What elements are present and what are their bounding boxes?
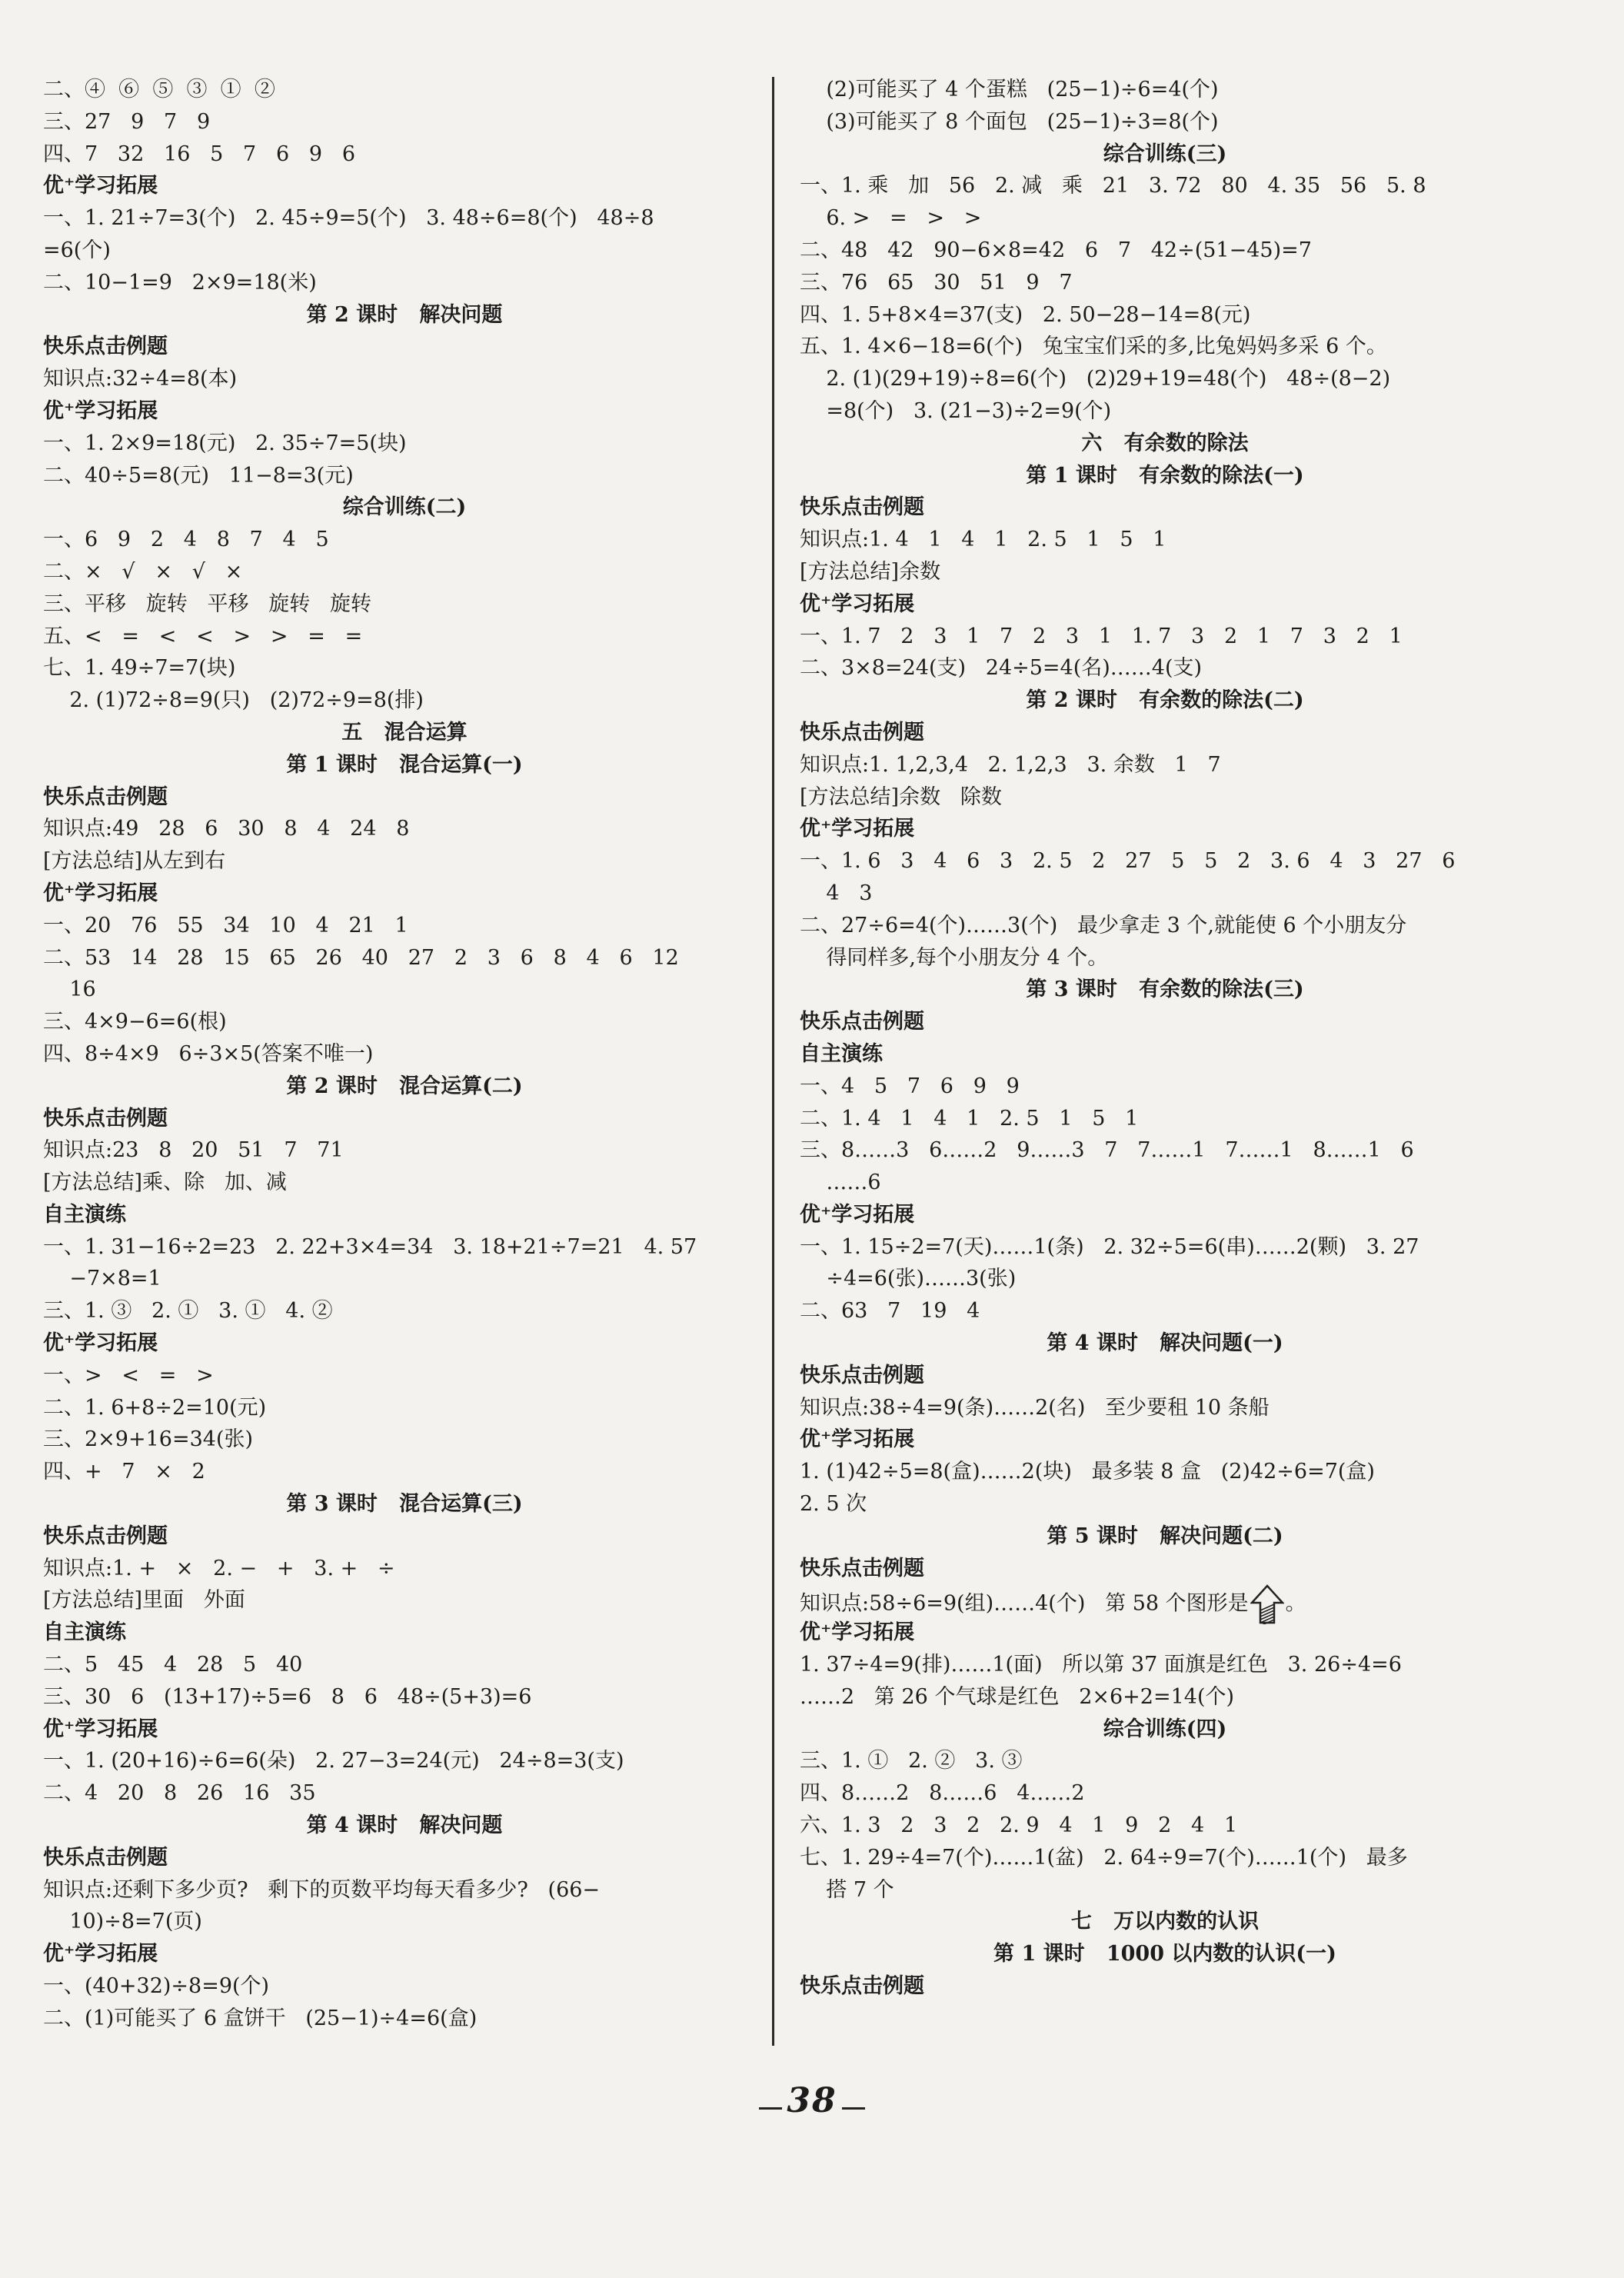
subsection-label: [800, 1199, 1530, 1231]
answer-line: [800, 235, 1530, 267]
line-text: 三、平移 旋转 平移 旋转 旋转: [43, 591, 371, 616]
answer-line: [800, 395, 1530, 428]
answer-line: [43, 138, 766, 171]
section-heading: [800, 428, 1530, 460]
section-heading: [800, 1520, 1530, 1553]
line-text: 七、1. 49÷7=7(块): [43, 656, 236, 681]
answer-line: [800, 1456, 1530, 1488]
line-text: 1. 37÷4=9(排)……1(面) 所以第 37 面旗是红色 3. 26÷4=6: [800, 1653, 1402, 1677]
line-text: 三、1. ③ 2. ① 3. ① 4. ②: [43, 1299, 333, 1324]
line-text: 快乐点击例题: [800, 1556, 924, 1580]
answer-line: [43, 1231, 766, 1264]
line-text: 三、2×9+16=34(张): [43, 1427, 254, 1452]
answer-line: [43, 202, 766, 235]
line-text-tail: 。: [1285, 1591, 1306, 1616]
answer-line: [43, 845, 766, 878]
line-text: 一、1. 15÷2=7(天)……1(条) 2. 32÷5=6(串)……2(颗) 3. 27: [800, 1234, 1419, 1259]
line-text: 优⁺学习拓展: [800, 1620, 915, 1645]
line-text: 综合训练(四): [1103, 1717, 1227, 1741]
line-text: 一、20 76 55 34 10 4 21 1: [43, 913, 408, 938]
line-text: ÷4=6(张)……3(张): [800, 1267, 1017, 1291]
section-heading: [800, 460, 1530, 492]
line-text: 快乐点击例题: [800, 720, 924, 744]
line-text: 二、27÷6=4(个)……3(个) 最少拿走 3 个,就能使 6 个小朋友分: [800, 913, 1407, 938]
line-text: 10)÷8=7(页): [43, 1910, 202, 1934]
line-text: −7×8=1: [43, 1267, 161, 1291]
line-text: 七 万以内数的认识: [1070, 1910, 1260, 1934]
line-text: 2. 5 次: [800, 1492, 867, 1517]
subsection-label: [43, 1938, 766, 1970]
line-text: 四、8÷4×9 6÷3×5(答案不唯一): [43, 1041, 374, 1066]
line-text: 第 3 课时 有余数的除法(三): [1026, 977, 1304, 1002]
section-heading: [43, 717, 766, 749]
answer-line: [43, 106, 766, 138]
answer-line: [43, 813, 766, 845]
section-heading: [43, 1810, 766, 1842]
page-number-footer: [0, 2081, 1624, 2120]
line-text: 三、27 9 7 9: [43, 109, 211, 134]
line-text: 快乐点击例题: [43, 1524, 168, 1548]
answer-line: [800, 1649, 1530, 1681]
subsection-label: [43, 1520, 766, 1553]
line-text: =6(个): [43, 238, 111, 262]
line-text: 三、8……3 6……2 9……3 7 7……1 7……1 8……1 6: [800, 1138, 1414, 1163]
line-text: 一、1. 2×9=18(元) 2. 35÷7=5(块): [43, 431, 407, 455]
line-text: 快乐点击例题: [800, 495, 924, 520]
line-text: 知识点:还剩下多少页? 剩下的页数平均每天看多少? (66−: [43, 1877, 601, 1902]
line-text: 优⁺学习拓展: [43, 174, 158, 198]
line-text: 三、1. ① 2. ② 3. ③: [800, 1749, 1023, 1773]
line-text: 知识点:49 28 6 30 8 4 24 8: [43, 817, 410, 841]
line-text: 快乐点击例题: [43, 335, 168, 359]
answer-line: [800, 299, 1530, 331]
answer-line: [800, 1488, 1530, 1520]
answer-line: [43, 363, 766, 395]
subsection-label: [800, 588, 1530, 621]
subsection-label: [43, 1617, 766, 1649]
line-text: 第 3 课时 混合运算(三): [286, 1492, 523, 1517]
line-text: 五 混合运算: [341, 720, 468, 744]
answer-line: [800, 1263, 1530, 1295]
line-text: ……2 第 26 个气球是红色 2×6+2=14(个): [800, 1684, 1235, 1709]
answer-line: [800, 1810, 1530, 1842]
line-text: 二、10−1=9 2×9=18(米): [43, 270, 317, 295]
answer-line: [43, 1263, 766, 1295]
line-text: 6. > = > >: [800, 206, 982, 231]
answer-line: [43, 1134, 766, 1167]
line-text: 第 5 课时 解决问题(二): [1047, 1524, 1283, 1548]
line-text: 快乐点击例题: [43, 1845, 168, 1870]
line-text: 知识点:58÷6=9(组)……4(个) 第 58 个图形是: [800, 1591, 1249, 1616]
answer-line: [43, 942, 766, 974]
line-text: 优⁺学习拓展: [800, 817, 915, 841]
line-text: 第 4 课时 解决问题: [306, 1813, 503, 1838]
line-text: 第 1 课时 混合运算(一): [286, 752, 523, 777]
subsection-label: [43, 781, 766, 814]
answer-line: [43, 588, 766, 621]
answer-line: [800, 106, 1530, 138]
line-text: 第 1 课时 有余数的除法(一): [1026, 463, 1304, 488]
line-text: 知识点:1. 1,2,3,4 2. 1,2,3 3. 余数 1 7: [800, 752, 1221, 777]
line-text: 快乐点击例题: [800, 1974, 924, 1999]
answer-line: [800, 1103, 1530, 1135]
up-arrow-hatched-icon: [1250, 1584, 1284, 1624]
subsection-label: [43, 1327, 766, 1360]
line-text: ……6: [800, 1171, 881, 1195]
line-text: 二、63 7 19 4: [800, 1299, 980, 1324]
line-text: 五、1. 4×6−18=6(个) 兔宝宝们采的多,比兔妈妈多采 6 个。: [800, 335, 1387, 359]
answer-line: [43, 1392, 766, 1424]
answer-line: [43, 460, 766, 492]
line-text: 优⁺学习拓展: [43, 1331, 158, 1356]
line-text: 快乐点击例题: [43, 784, 168, 809]
line-text: 一、4 5 7 6 9 9: [800, 1074, 1020, 1098]
line-text: 优⁺学习拓展: [43, 1942, 158, 1967]
answer-line: [43, 684, 766, 717]
subsection-label: [800, 1038, 1530, 1071]
answer-line: [43, 1424, 766, 1456]
subsection-label: [800, 1970, 1530, 2003]
answer-line: [800, 1134, 1530, 1167]
subsection-label: [800, 491, 1530, 524]
line-text: 综合训练(三): [1103, 142, 1227, 166]
subsection-label: [43, 1103, 766, 1135]
line-text: 一、> < = >: [43, 1363, 214, 1387]
line-text: 一、6 9 2 4 8 7 4 5: [43, 528, 329, 552]
answer-line: [43, 267, 766, 299]
line-text: 六、1. 3 2 3 2 2. 9 4 1 9 2 4 1: [800, 1813, 1238, 1838]
answer-line: [800, 845, 1530, 878]
left-column: [43, 74, 766, 2035]
answer-line: [800, 1842, 1530, 1874]
answer-line: [800, 1167, 1530, 1199]
section-heading: [43, 1488, 766, 1520]
line-text: 一、1. 乘 加 56 2. 减 乘 21 3. 72 80 4. 35 56 5. 8: [800, 174, 1426, 198]
subsection-label: [43, 1713, 766, 1746]
subsection-label: [800, 1360, 1530, 1392]
answer-line: [43, 1584, 766, 1617]
line-text: 一、1. 6 3 4 6 3 2. 5 2 27 5 5 2 3. 6 4 3 27 6: [800, 849, 1456, 874]
line-text: 一、1. 31−16÷2=23 2. 22+3×4=34 3. 18+21÷7=21 4. 57: [43, 1234, 697, 1259]
subsection-label: [43, 878, 766, 910]
answer-line: [43, 1167, 766, 1199]
line-text: 快乐点击例题: [800, 1363, 924, 1387]
answer-line: [800, 556, 1530, 588]
section-heading: [800, 1938, 1530, 1970]
section-heading: [800, 684, 1530, 717]
section-heading: [800, 1713, 1530, 1746]
section-heading: [800, 138, 1530, 171]
line-text: 三、76 65 30 51 9 7: [800, 270, 1073, 295]
answer-line: [800, 267, 1530, 299]
line-text: 二、× √ × √ ×: [43, 559, 243, 584]
line-text: 自主演练: [43, 1202, 126, 1227]
line-text: 四、7 32 16 5 7 6 9 6: [43, 142, 356, 166]
line-text: 一、1. 21÷7=3(个) 2. 45÷9=5(个) 3. 48÷6=8(个) 48÷8: [43, 206, 654, 231]
answer-line: [43, 1649, 766, 1681]
page-number-rule-right: [842, 2107, 865, 2110]
line-text: 二、1. 6+8÷2=10(元): [43, 1395, 267, 1420]
subsection-label: [43, 1199, 766, 1231]
page-number: 38: [787, 2081, 837, 2120]
subsection-label: [800, 1617, 1530, 1649]
section-heading: [800, 974, 1530, 1006]
answer-line: [43, 974, 766, 1006]
answer-line: [800, 170, 1530, 202]
line-text: 二、5 45 4 28 5 40: [43, 1653, 303, 1677]
line-text: 第 2 课时 混合运算(二): [286, 1074, 523, 1098]
answer-line: [800, 1295, 1530, 1327]
answer-line: [43, 1906, 766, 1938]
subsection-label: [800, 1006, 1530, 1038]
answer-line: [800, 1874, 1530, 1907]
answer-line: [43, 1360, 766, 1392]
line-text: 4 3: [800, 881, 873, 905]
line-text: 知识点:32÷4=8(本): [43, 367, 238, 391]
line-text: 优⁺学习拓展: [43, 1717, 158, 1741]
answer-line: [43, 556, 766, 588]
line-text: 二、(1)可能买了 6 盒饼干 (25−1)÷4=6(盒): [43, 2006, 478, 2030]
answer-line: [43, 1456, 766, 1488]
line-text: [方法总结]从左到右: [43, 849, 226, 874]
answer-line: [800, 363, 1530, 395]
line-text: 四、8……2 8……6 4……2: [800, 1781, 1085, 1806]
section-heading: [43, 491, 766, 524]
answer-line: [800, 1071, 1530, 1103]
line-text: 16: [43, 977, 96, 1002]
section-heading: [43, 749, 766, 781]
answer-line: [800, 1777, 1530, 1810]
line-text: 优⁺学习拓展: [800, 591, 915, 616]
answer-line: [43, 621, 766, 653]
answer-line: [43, 1295, 766, 1327]
line-text: 二、48 42 90−6×8=42 6 7 42÷(51−45)=7: [800, 238, 1312, 262]
line-text: 知识点:1. 4 1 4 1 2. 5 1 5 1: [800, 528, 1166, 552]
subsection-label: [800, 813, 1530, 845]
line-text: 一、1. (20+16)÷6=6(朵) 2. 27−3=24(元) 24÷8=3(支): [43, 1749, 624, 1773]
answer-line: [43, 1553, 766, 1585]
line-text: [方法总结]乘、除 加、减: [43, 1171, 287, 1195]
line-text: 一、1. 7 2 3 1 7 2 3 1 1. 7 3 2 1 7 3 2 1: [800, 624, 1403, 648]
section-heading: [800, 1906, 1530, 1938]
answer-line: [800, 652, 1530, 684]
line-text: 二、4 20 8 26 16 35: [43, 1781, 316, 1806]
line-text: 二、3×8=24(支) 24÷5=4(名)……4(支): [800, 656, 1203, 681]
line-text: [方法总结]里面 外面: [43, 1588, 245, 1613]
line-text: (3)可能买了 8 个面包 (25−1)÷3=8(个): [800, 109, 1219, 134]
line-text: 综合训练(二): [342, 495, 467, 520]
section-heading: [800, 1327, 1530, 1360]
line-text: 四、1. 5+8×4=37(支) 2. 50−28−14=8(元): [800, 302, 1251, 327]
line-text: [方法总结]余数 除数: [800, 784, 1002, 809]
answer-line: [43, 1970, 766, 2003]
line-text: 优⁺学习拓展: [800, 1427, 915, 1452]
answer-line: [43, 1777, 766, 1810]
subsection-label: [43, 1842, 766, 1874]
answer-line: [800, 910, 1530, 942]
line-text: 快乐点击例题: [43, 1106, 168, 1131]
line-text: [方法总结]余数: [800, 559, 941, 584]
subsection-label: [800, 1424, 1530, 1456]
line-text: 第 2 课时 解决问题: [306, 302, 503, 327]
subsection-label: [43, 395, 766, 428]
line-text: 三、30 6 (13+17)÷5=6 8 6 48÷(5+3)=6: [43, 1684, 532, 1709]
answer-line: [800, 1745, 1530, 1777]
subsection-label: [800, 717, 1530, 749]
section-heading: [43, 1071, 766, 1103]
answer-line: [800, 781, 1530, 814]
answer-line: [800, 202, 1530, 235]
section-heading: [43, 299, 766, 331]
line-text: 得同样多,每个小朋友分 4 个。: [800, 945, 1109, 970]
line-text: 第 2 课时 有余数的除法(二): [1026, 688, 1304, 713]
answer-line: [800, 621, 1530, 653]
answer-line: [800, 331, 1530, 363]
line-text: 优⁺学习拓展: [800, 1202, 915, 1227]
subsection-label: [800, 1553, 1530, 1585]
line-text: 知识点:38÷4=9(条)……2(名) 至少要租 10 条船: [800, 1395, 1270, 1420]
line-text: 第 4 课时 解决问题(一): [1047, 1331, 1283, 1356]
answer-line: [43, 524, 766, 556]
line-text: 2. (1)72÷8=9(只) (2)72÷9=8(排): [43, 688, 424, 713]
answer-line: [43, 2003, 766, 2035]
line-text: 七、1. 29÷4=7(个)……1(盆) 2. 64÷9=7(个)……1(个) 最多: [800, 1845, 1408, 1870]
line-text: 二、④ ⑥ ⑤ ③ ① ②: [43, 78, 275, 102]
answer-line: [800, 1584, 1530, 1617]
column-divider: [772, 77, 774, 2046]
line-text: 优⁺学习拓展: [43, 398, 158, 423]
answer-line: [800, 74, 1530, 106]
line-text: 三、4×9−6=6(根): [43, 1010, 227, 1034]
line-text: 六 有余数的除法: [1081, 431, 1249, 455]
line-text: 第 1 课时 1000 以内数的认识(一): [993, 1942, 1336, 1967]
answer-line: [43, 1006, 766, 1038]
line-text: 自主演练: [800, 1041, 883, 1066]
answer-line: [43, 1681, 766, 1713]
answer-line: [800, 524, 1530, 556]
answer-line: [800, 878, 1530, 910]
line-text: 搭 7 个: [800, 1877, 894, 1902]
answer-line: [43, 1038, 766, 1071]
answer-line: [43, 428, 766, 460]
answer-line: [43, 1745, 766, 1777]
page-number-rule-left: [759, 2107, 782, 2110]
line-text: 一、(40+32)÷8=9(个): [43, 1974, 270, 1999]
line-text: 二、40÷5=8(元) 11−8=3(元): [43, 463, 354, 488]
line-text: (2)可能买了 4 个蛋糕 (25−1)÷6=4(个): [800, 78, 1219, 102]
answer-line: [800, 749, 1530, 781]
answer-line: [800, 1681, 1530, 1713]
line-text: 知识点:1. + × 2. − + 3. + ÷: [43, 1556, 395, 1580]
line-text: 自主演练: [43, 1620, 126, 1645]
answer-line: [800, 1392, 1530, 1424]
line-text: =8(个) 3. (21−3)÷2=9(个): [800, 398, 1112, 423]
answer-line: [800, 942, 1530, 974]
line-text: 1. (1)42÷5=8(盒)……2(块) 最多装 8 盒 (2)42÷6=7(盒): [800, 1460, 1375, 1484]
line-text: 二、53 14 28 15 65 26 40 27 2 3 6 8 4 6 12: [43, 945, 679, 970]
answer-line: [43, 235, 766, 267]
answer-line: [43, 1874, 766, 1907]
line-text: 五、< = < < > > = =: [43, 624, 363, 648]
line-text: 2. (1)(29+19)÷8=6(个) (2)29+19=48(个) 48÷(8−2): [800, 367, 1391, 391]
subsection-label: [43, 331, 766, 363]
answer-line: [800, 1231, 1530, 1264]
line-text: 四、+ 7 × 2: [43, 1460, 205, 1484]
line-text: 优⁺学习拓展: [43, 881, 158, 905]
line-text: 知识点:23 8 20 51 7 71: [43, 1138, 344, 1163]
right-column: [800, 74, 1530, 2003]
answer-line: [43, 74, 766, 106]
subsection-label: [43, 170, 766, 202]
answer-line: [43, 910, 766, 942]
answer-line: [43, 652, 766, 684]
line-text: 二、1. 4 1 4 1 2. 5 1 5 1: [800, 1106, 1139, 1131]
line-text: 快乐点击例题: [800, 1010, 924, 1034]
